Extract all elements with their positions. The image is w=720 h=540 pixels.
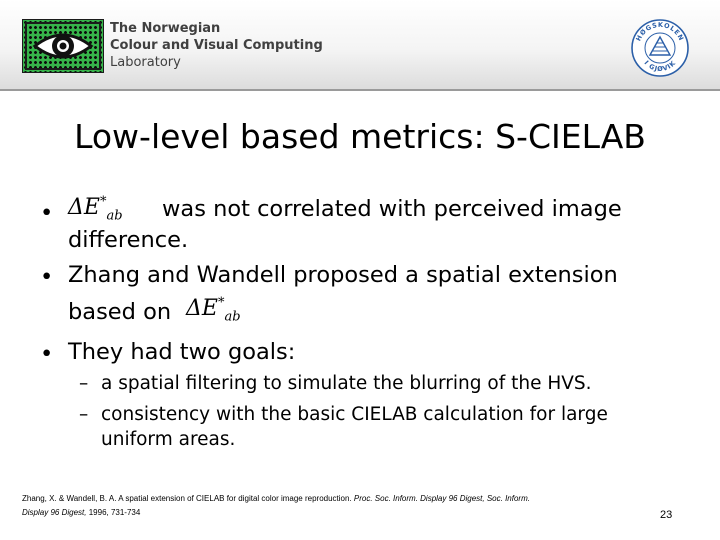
sub-bullet-marker: – bbox=[79, 404, 89, 425]
header-divider bbox=[0, 89, 720, 91]
bullet-1-line-2: difference. bbox=[68, 227, 189, 253]
logo-line-3: Laboratory bbox=[110, 55, 181, 70]
delta-e-ab-formula: $\Delta E^*_{ab}$ bbox=[186, 295, 241, 325]
logo-line-1: The Norwegian bbox=[110, 21, 221, 36]
slide-title: Low-level based metrics: S-CIELAB bbox=[74, 117, 646, 156]
eye-logo-icon bbox=[22, 19, 104, 73]
sub-bullet-marker: – bbox=[79, 373, 89, 394]
bullet-marker: • bbox=[40, 264, 54, 290]
bullet-2-line-2: based on bbox=[68, 299, 172, 325]
seal-text-bottom: I GJØVIK bbox=[642, 58, 678, 74]
citation-reference: Zhang, X. & Wandell, B. A. A spatial extension of CIELAB for digital color image reproduction. Proc. Soc. Inform. Display 96 Digest, Soc. Inform. Display 96 Digest, 1996, 731-734 bbox=[22, 494, 530, 517]
sub-bullet-1: a spatial filtering to simulate the blurring of the HVS. bbox=[101, 373, 592, 394]
bullet-marker: • bbox=[40, 200, 54, 226]
bullet-marker: • bbox=[40, 341, 54, 367]
seal-text-top: HØGSKOLEN bbox=[634, 20, 686, 43]
header-band bbox=[0, 0, 720, 90]
bullet-3-line-1: They had two goals: bbox=[68, 339, 296, 365]
sub-bullet-2-line-2: uniform areas. bbox=[101, 429, 236, 450]
bullet-2-line-1: Zhang and Wandell proposed a spatial extension bbox=[68, 262, 618, 288]
bullet-1-line-1: was not correlated with perceived image bbox=[162, 196, 622, 222]
page-number: 23 bbox=[660, 509, 673, 521]
lab-logo-text bbox=[110, 20, 323, 71]
delta-e-ab-formula: $\Delta E^*_{ab}$ bbox=[68, 194, 123, 224]
logo-line-2: Colour and Visual Computing bbox=[110, 38, 323, 53]
sub-bullet-2-line-1: consistency with the basic CIELAB calculation for large bbox=[101, 404, 608, 425]
university-seal-icon bbox=[630, 18, 690, 78]
